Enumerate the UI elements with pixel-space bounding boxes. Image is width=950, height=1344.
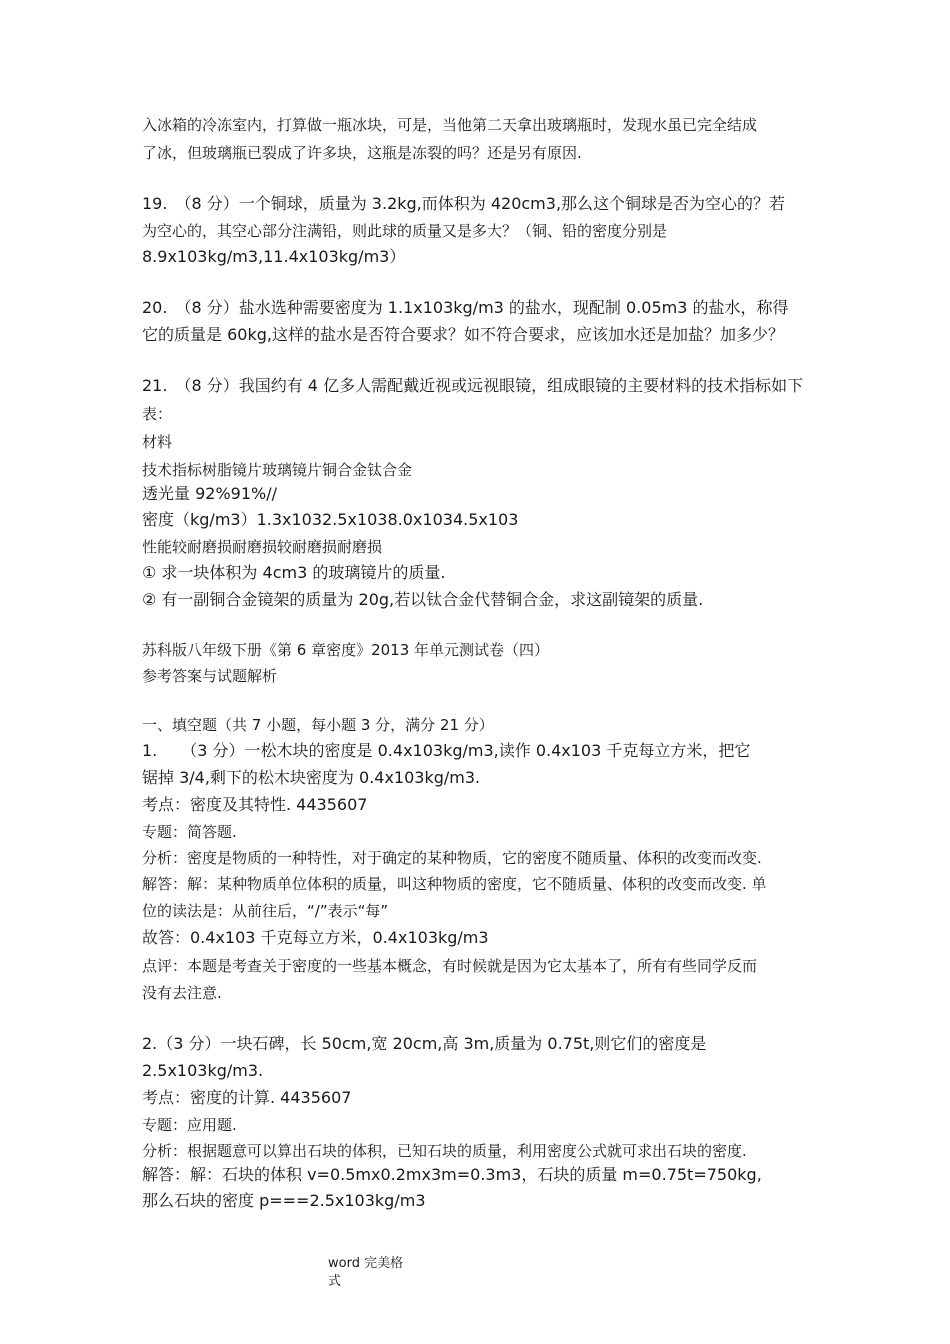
- sub-question: ② 有一副铜合金镜架的质量为 20g,若以钛合金代替铜合金，求这副镜架的质量.: [142, 590, 704, 609]
- footer-line: word 完美格: [328, 1256, 404, 1271]
- text-line: 为空心的，其空心部分注满铅，则此球的质量又是多大？（铜、铅的密度分别是: [142, 222, 668, 240]
- text-line: 点评：本题是考查关于密度的一些基本概念，有时候就是因为它太基本了，所有有些同学反而: [142, 957, 758, 975]
- text-line: 专题：简答题.: [142, 823, 237, 841]
- text-line: 专题：应用题.: [142, 1116, 237, 1134]
- question-21: 21. （8 分）我国约有 4 亿多人需配戴近视或远视眼镜，组成眼镜的主要材料的技术指标如下: [142, 376, 804, 395]
- text-line: 没有去注意.: [142, 984, 222, 1002]
- question-19: 19. （8 分）一个铜球，质量为 3.2kg,而体积为 420cm3,那么这个铜球是否为空心的？若: [142, 194, 786, 213]
- text-line: 2.5x103kg/m3.: [142, 1061, 264, 1080]
- text-line: 分析：密度是物质的一种特性，对于确定的某种物质，它的密度不随质量、体积的改变而改变.: [142, 849, 762, 867]
- part-heading: 一、填空题（共 7 小题，每小题 3 分，满分 21 分）: [142, 716, 494, 734]
- footer-line: 式: [328, 1274, 342, 1289]
- text-line: 考点：密度及其特性. 4435607: [142, 795, 368, 814]
- answer-1: 1. （3 分）一松木块的密度是 0.4x103kg/m3,读作 0.4x103 千克每立方米，把它: [142, 741, 751, 760]
- table-line: 密度（kg/m3）1.3x1032.5x1038.0x1034.5x103: [142, 510, 519, 529]
- text-line: 8.9x103kg/m3,11.4x103kg/m3）: [142, 247, 406, 266]
- question-20: 20. （8 分）盐水选种需要密度为 1.1x103kg/m3 的盐水，现配制 0.05m3 的盐水，称得: [142, 298, 789, 317]
- text-line: 位的读法是：从前往后，“/”表示“每”: [142, 902, 389, 920]
- table-line: 性能较耐磨损耐磨损较耐磨损耐磨损: [142, 538, 383, 556]
- table-line: 材料: [142, 433, 173, 451]
- text-line: 故答：0.4x103 千克每立方米，0.4x103kg/m3: [142, 928, 489, 947]
- text-line: 解答：解：某种物质单位体积的质量，叫这种物质的密度，它不随质量、体积的改变而改变. 单: [142, 875, 767, 893]
- table-line: 技术指标树脂镜片玻璃镜片铜合金钛合金: [142, 461, 413, 479]
- sub-question: ① 求一块体积为 4cm3 的玻璃镜片的质量.: [142, 563, 446, 582]
- table-line: 透光量 92%91%//: [142, 484, 277, 503]
- text-line: 分析：根据题意可以算出石块的体积，已知石块的质量，利用密度公式就可求出石块的密度.: [142, 1142, 747, 1160]
- text-line: 解答：解：石块的体积 v=0.5mx0.2mx3m=0.3m3，石块的质量 m=0.75t=750kg,: [142, 1165, 762, 1184]
- text-line: 表：: [142, 405, 173, 423]
- text-line: 它的质量是 60kg,这样的盐水是否符合要求？如不符合要求，应该加水还是加盐？加多少？: [142, 325, 784, 344]
- text-line: 那么石块的密度 p===2.5x103kg/m3: [142, 1191, 426, 1210]
- text-line: 锯掉 3/4,剩下的松木块密度为 0.4x103kg/m3.: [142, 768, 481, 787]
- section-subtitle: 参考答案与试题解析: [142, 667, 278, 685]
- text-line: 了冰，但玻璃瓶已裂成了许多块，这瓶是冻裂的吗？还是另有原因.: [142, 144, 582, 162]
- answer-2: 2.（3 分）一块石碑，长 50cm,宽 20cm,高 3m,质量为 0.75t,则它们的密度是: [142, 1034, 707, 1053]
- section-title: 苏科版八年级下册《第 6 章密度》2013 年单元测试卷（四）: [142, 641, 550, 659]
- text-line: 考点：密度的计算. 4435607: [142, 1088, 352, 1107]
- text-line: 入冰箱的冷冻室内，打算做一瓶冰块，可是，当他第二天拿出玻璃瓶时，发现水虽已完全结成: [142, 116, 758, 134]
